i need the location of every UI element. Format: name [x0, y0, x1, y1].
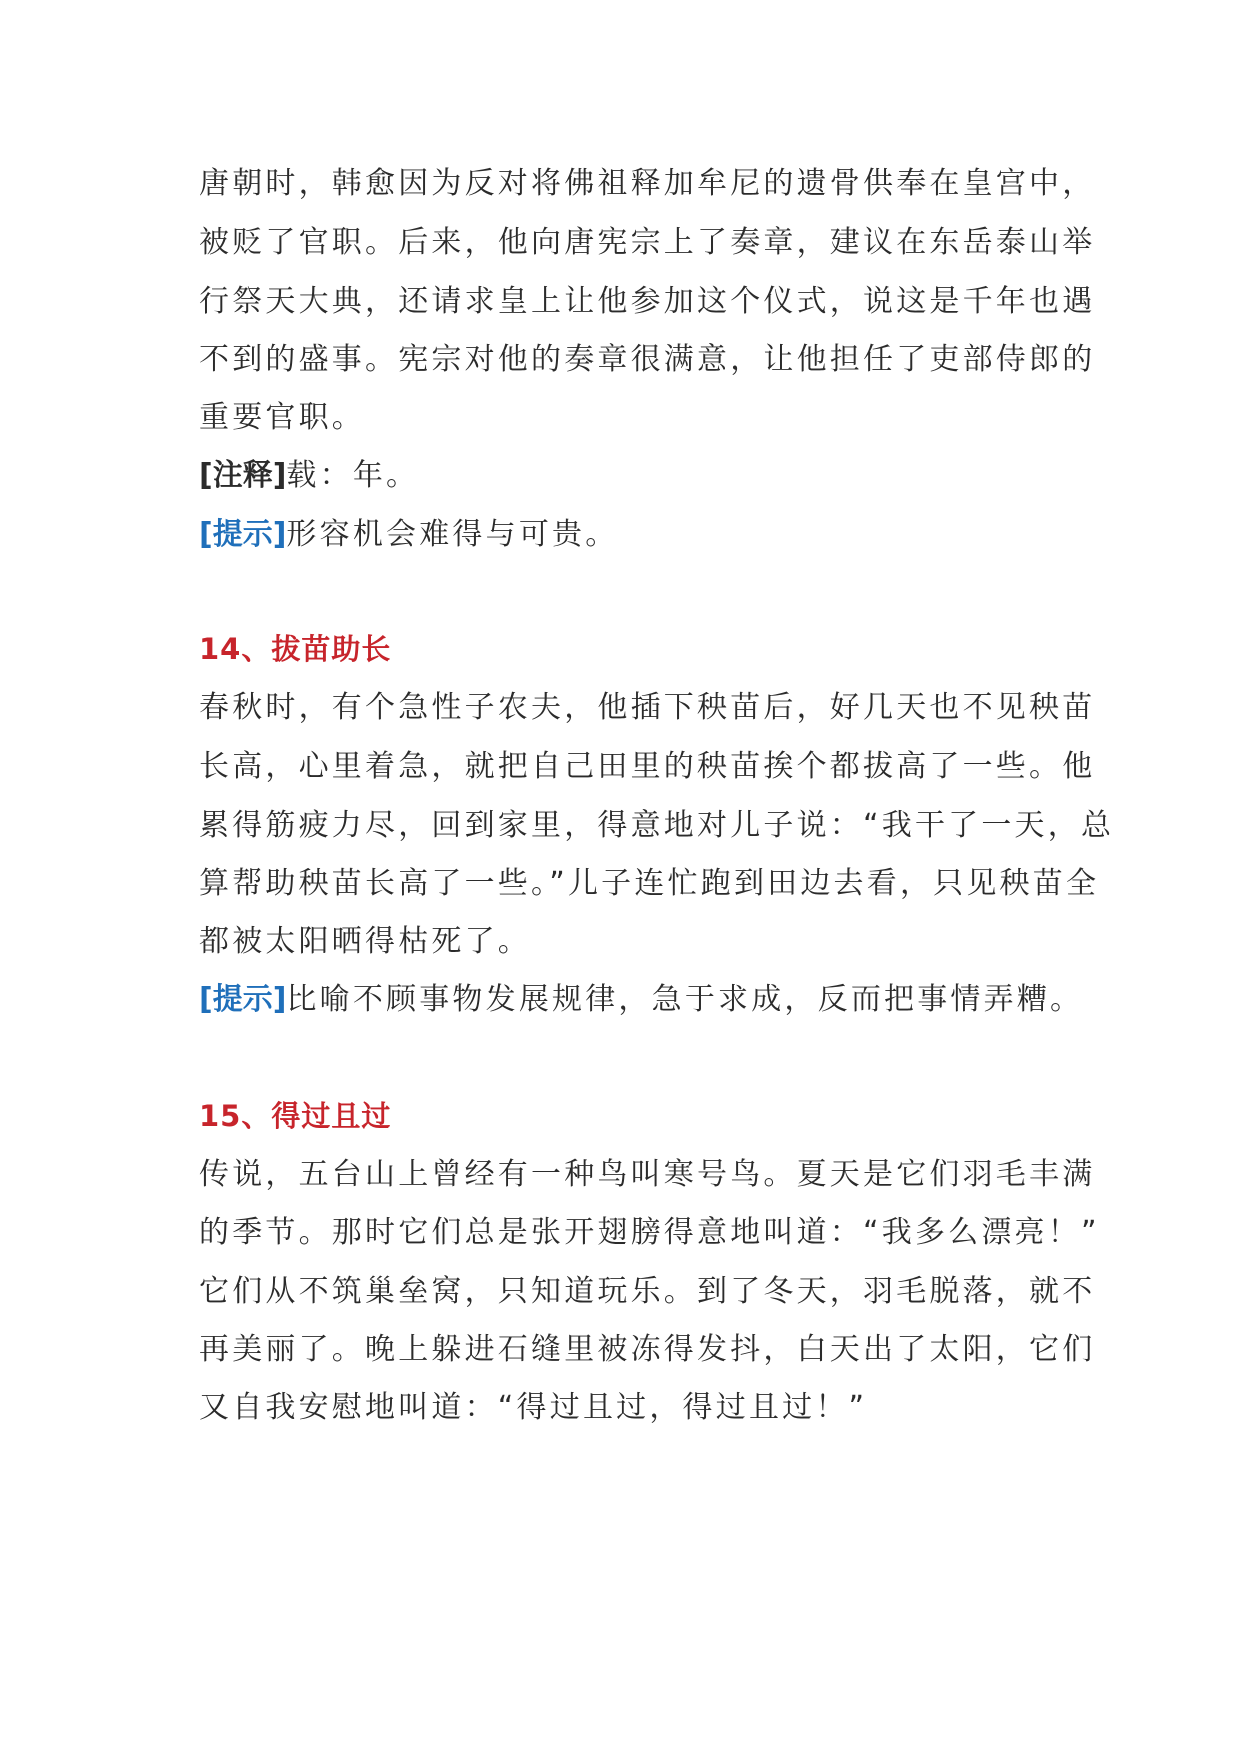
tip-text: 比喻不顾事物发展规律，急于求成，反而把事情弄糟。	[286, 982, 1084, 1017]
paragraph-line: 它们从不筑巢垒窝，只知道玩乐。到了冬天，羽毛脱落，就不	[199, 1274, 1096, 1309]
paragraph-line: 行祭天大典，还请求皇上让他参加这个仪式，说这是千年也遇	[199, 284, 1096, 319]
paragraph-line: 都被太阳晒得枯死了。	[199, 924, 531, 959]
paragraph-line: 春秋时，有个急性子农夫，他插下秧苗后，好几天也不见秧苗	[199, 690, 1096, 725]
annotation-note	[199, 456, 419, 496]
paragraph-line: 不到的盛事。宪宗对他的奏章很满意，让他担任了吏部侍郎的	[199, 342, 1096, 377]
tip-tag: [提示]	[199, 982, 287, 1017]
tip-text: 形容机会难得与可贵。	[286, 517, 619, 552]
paragraph-line: 传说，五台山上曾经有一种鸟叫寒号鸟。夏天是它们羽毛丰满	[199, 1157, 1096, 1192]
section-heading: 15、得过且过	[199, 1099, 392, 1133]
paragraph-line: 再美丽了。晚上躲进石缝里被冻得发抖，白天出了太阳，它们	[199, 1332, 1096, 1367]
paragraph-line: 的季节。那时它们总是张开翅膀得意地叫道：“我多么漂亮！”	[199, 1215, 1100, 1250]
paragraph-line: 累得筋疲力尽，回到家里，得意地对儿子说：“我干了一天，总	[199, 808, 1115, 843]
section-heading: 14、拔苗助长	[199, 632, 392, 666]
note-tag: [注释]	[199, 458, 287, 493]
paragraph-line: 又自我安慰地叫道：“得过且过，得过且过！”	[199, 1390, 868, 1425]
annotation-tip	[199, 980, 1083, 1020]
paragraph-line: 长高，心里着急，就把自己田里的秧苗挨个都拔高了一些。他	[199, 749, 1096, 784]
paragraph-line: 唐朝时，韩愈因为反对将佛祖释加牟尼的遗骨供奉在皇宫中，	[199, 166, 1096, 201]
annotation-tip	[199, 515, 618, 555]
note-text: 载：年。	[286, 458, 420, 493]
paragraph-line: 算帮助秧苗长高了一些。”儿子连忙跑到田边去看，只见秧苗全	[199, 866, 1100, 901]
paragraph-line: 被贬了官职。后来，他向唐宪宗上了奏章，建议在东岳泰山举	[199, 225, 1096, 260]
paragraph-line: 重要官职。	[199, 400, 365, 435]
tip-tag: [提示]	[199, 517, 287, 552]
